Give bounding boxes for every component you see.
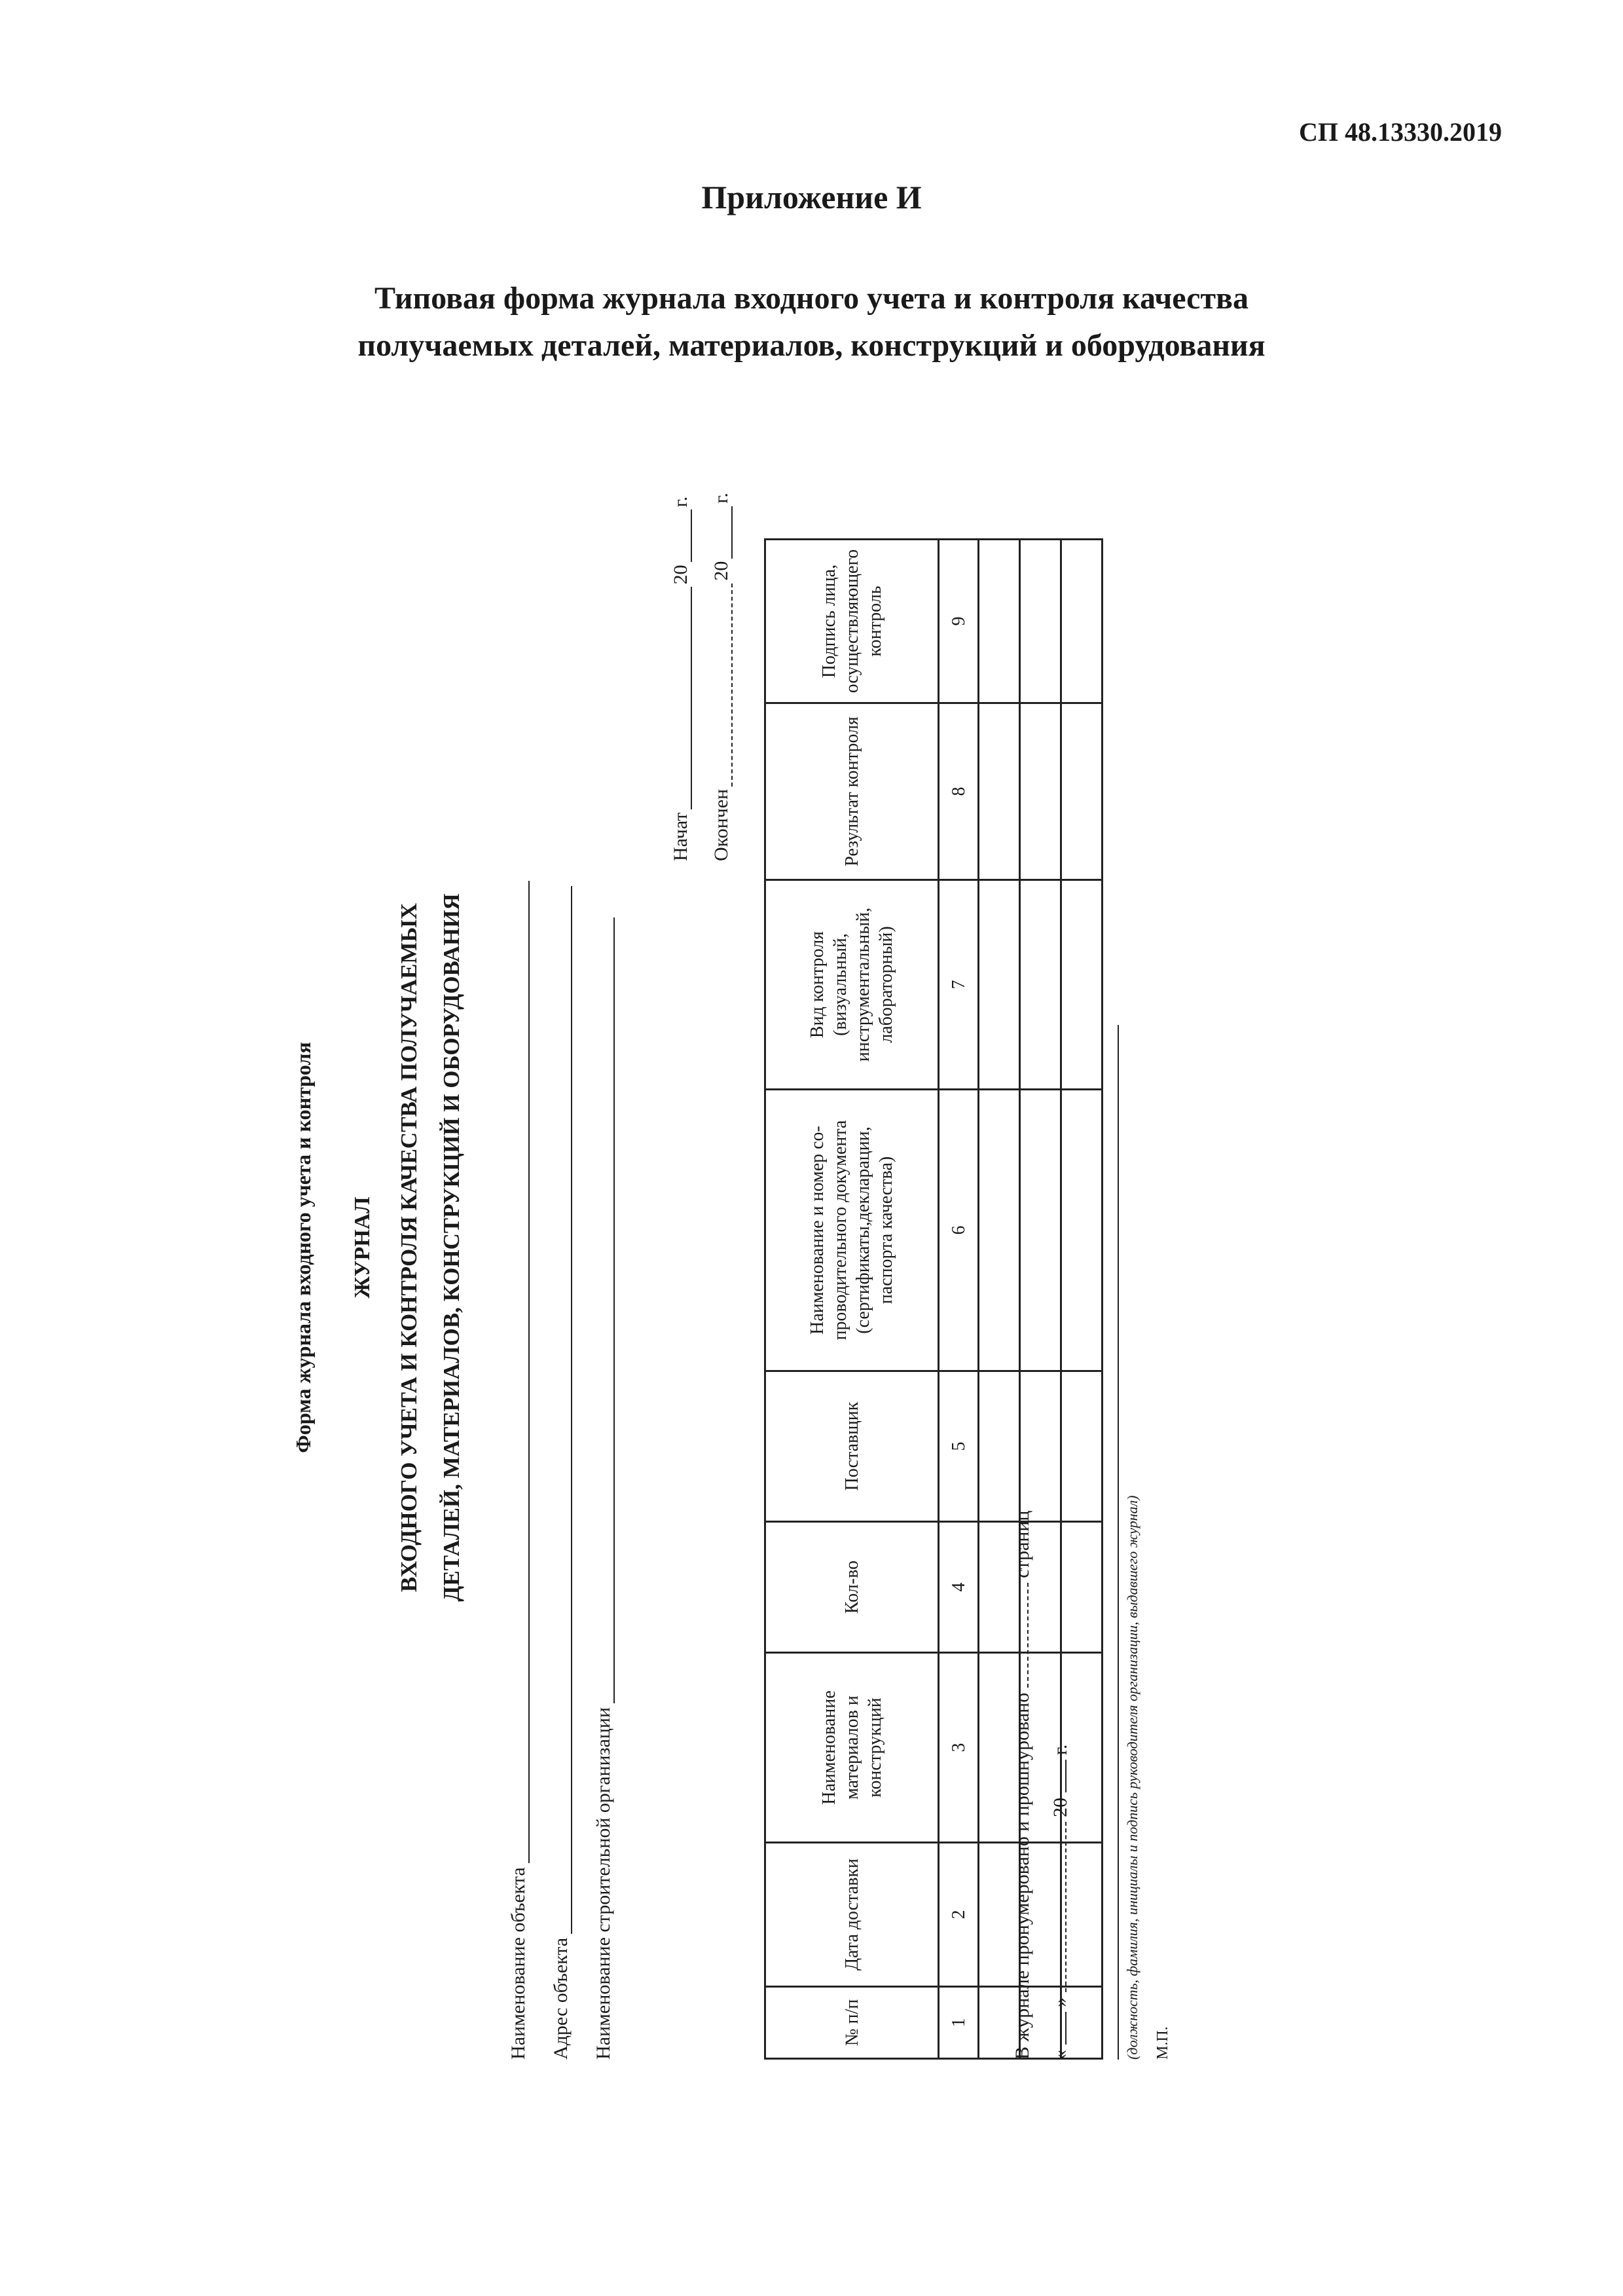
table-cell[interactable] xyxy=(1020,880,1061,1090)
object-name-field[interactable] xyxy=(507,881,530,2060)
pages-count-line[interactable] xyxy=(1027,1583,1029,1688)
journal-heading: ЖУРНАЛ xyxy=(350,1196,374,1299)
document-code: СП 48.13330.2019 xyxy=(1299,117,1502,147)
journal-title-line2: ДЕТАЛЕЙ, МАТЕРИАЛОВ, КОНСТРУКЦИЙ И ОБОРУДОВАНИЯ xyxy=(439,893,464,1602)
table-cell[interactable] xyxy=(979,1371,1020,1522)
signature-caption: (должность, фамилия, инициалы и подпись руководителя организации, выдавшего журнал) xyxy=(1124,1495,1140,2060)
column-number: 1 xyxy=(939,1987,979,2059)
col-header-delivery-date: Дата доставки xyxy=(765,1843,939,1987)
column-number-row xyxy=(939,540,979,2059)
col-header-number: № п/п xyxy=(765,1987,939,2059)
org-name-label: Наименование строительной организации xyxy=(593,1707,614,2060)
finished-date-row[interactable] xyxy=(710,492,733,861)
started-day-line[interactable] xyxy=(672,587,692,809)
pages-word: страниц xyxy=(1012,1510,1033,1578)
column-number: 7 xyxy=(939,880,979,1090)
journal-title-line1: ВХОДНОГО УЧЕТА И КОНТРОЛЯ КАЧЕСТВА ПОЛУЧАЕМЫХ xyxy=(396,902,422,1593)
form-title-line1: Типовая форма журнала входного учета и контроля качества xyxy=(374,281,1249,316)
started-label: Начат xyxy=(670,812,691,861)
column-number: 3 xyxy=(939,1653,979,1843)
form-caption: Форма журнала входного учета и контроля xyxy=(291,1042,315,1453)
object-address-line[interactable] xyxy=(553,886,572,1934)
table-cell[interactable] xyxy=(979,1090,1020,1371)
finished-label: Окончен xyxy=(710,788,732,861)
object-address-field[interactable] xyxy=(550,886,572,2060)
org-name-field[interactable] xyxy=(593,917,615,2060)
table-cell[interactable] xyxy=(1020,1090,1061,1371)
column-number: 2 xyxy=(939,1843,979,1987)
issue-date-line xyxy=(1049,1745,1072,2060)
table-cell[interactable] xyxy=(1061,1090,1103,1371)
date-close-quote: » xyxy=(1049,1997,1071,2007)
table-cell[interactable] xyxy=(1020,1371,1061,1522)
numbered-pages-line xyxy=(1012,1511,1034,2060)
finished-year-line[interactable] xyxy=(713,506,733,559)
column-number: 8 xyxy=(939,703,979,880)
finished-day-line[interactable] xyxy=(713,583,733,787)
table-cell[interactable] xyxy=(1020,703,1061,880)
object-address-label: Адрес объекта xyxy=(550,1937,572,2060)
table-cell[interactable] xyxy=(1061,540,1103,703)
issue-day-line[interactable] xyxy=(1065,2012,1067,2045)
col-header-material-name: Наименование материалов и конструкций xyxy=(765,1653,939,1843)
table-header-row xyxy=(765,540,939,2059)
journal-form xyxy=(291,435,1326,2060)
table-cell[interactable] xyxy=(979,703,1020,880)
col-header-document: Наименование и номер со-проводительного документа (сертификаты,декларации, паспорта качества) xyxy=(765,1090,939,1371)
col-header-supplier: Поставщик xyxy=(765,1371,939,1522)
col-header-control-result: Результат контроля xyxy=(765,703,939,880)
started-date-row[interactable] xyxy=(670,496,692,861)
column-number: 6 xyxy=(939,1090,979,1371)
started-year-suffix: г. xyxy=(670,496,691,508)
form-title-line2: получаемых деталей, материалов, конструкций и оборудования xyxy=(357,328,1266,363)
table-cell[interactable] xyxy=(1061,880,1103,1090)
started-year-line[interactable] xyxy=(672,509,692,562)
col-header-signature: Подпись лица, осуществляющего контроль xyxy=(765,540,939,703)
started-year-prefix: 20 xyxy=(670,565,691,585)
issue-year-prefix: 20 xyxy=(1049,1798,1071,1817)
table-cell[interactable] xyxy=(1020,540,1061,703)
numbered-pages-text: В журнале пронумеровано и прошнуровано xyxy=(1012,1692,1033,2060)
column-number: 4 xyxy=(939,1522,979,1653)
org-name-line[interactable] xyxy=(595,917,615,1703)
finished-year-prefix: 20 xyxy=(710,561,732,581)
column-number: 5 xyxy=(939,1371,979,1522)
col-header-control-type: Вид контроля (визуальный, инструментальный, лабораторный) xyxy=(765,880,939,1090)
finished-year-suffix: г. xyxy=(710,492,732,504)
date-open-quote: « xyxy=(1049,2050,1071,2060)
col-header-quantity: Кол-во xyxy=(765,1522,939,1653)
stamp-label: М.П. xyxy=(1154,2026,1171,2060)
issue-year-line[interactable] xyxy=(1065,1760,1067,1793)
table-cell[interactable] xyxy=(979,880,1020,1090)
object-name-label: Наименование объекта xyxy=(507,1867,529,2060)
table-cell[interactable] xyxy=(1061,1371,1103,1522)
issue-year-suffix: г. xyxy=(1049,1744,1071,1755)
appendix-title: Приложение И xyxy=(701,179,922,215)
column-number: 9 xyxy=(939,540,979,703)
table-cell[interactable] xyxy=(979,540,1020,703)
signature-line[interactable] xyxy=(1118,1025,1119,2060)
issue-month-line[interactable] xyxy=(1065,1823,1067,1993)
table-cell[interactable] xyxy=(1061,703,1103,880)
object-name-line[interactable] xyxy=(510,881,530,1863)
table-cell[interactable] xyxy=(1061,1522,1103,1653)
